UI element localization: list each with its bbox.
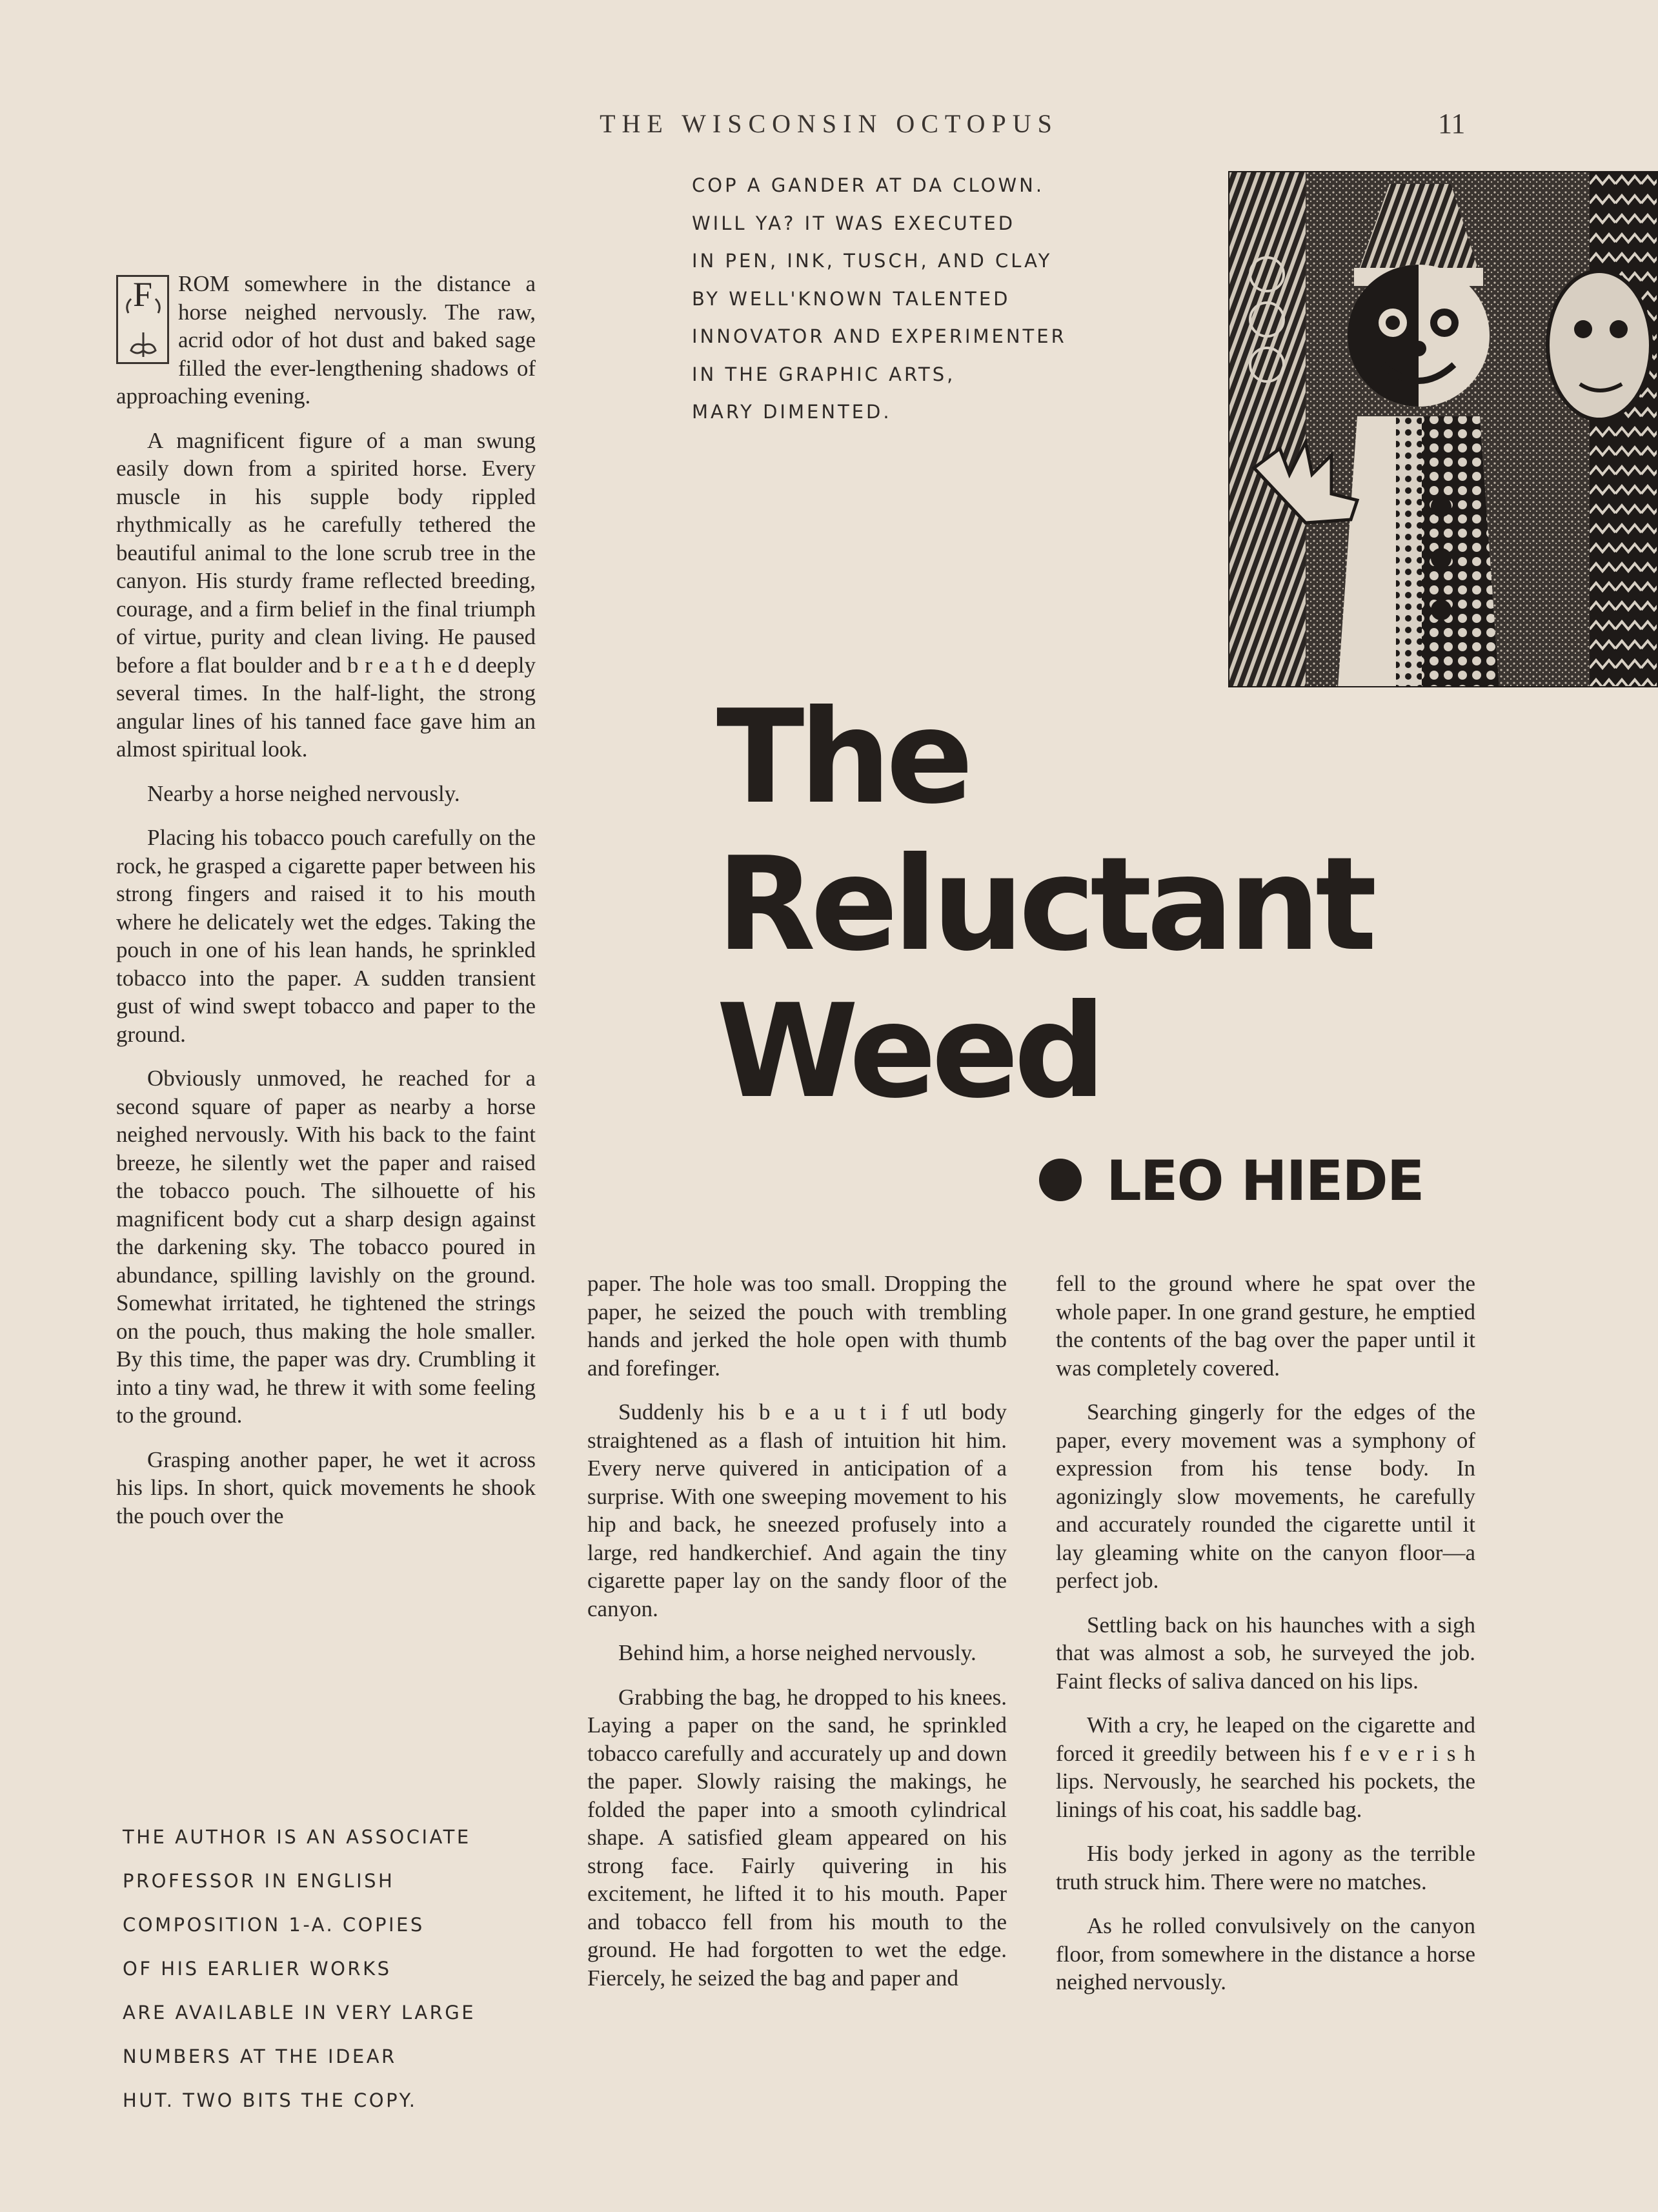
paragraph: Grabbing the bag, he dropped to his knees. Laying a paper on the sand, he sprinkled tobacco carefully and accurately up and down the paper. Slowly raising the makings, he folded the paper into a smooth cylindrical shape. A satisfied gleam appeared on his strong face. Fairly quivering in his excitement, he lifted it to his mouth. Paper and tobacco fell from his mouth to the ground. He had forgotten to wet the edge. Fiercely, he seized the bag and paper and (587, 1684, 1007, 1991)
caption-line: MARY DIMENTED. (692, 401, 892, 423)
paragraph: Placing his tobacco pouch carefully on the rock, he grasped a cigarette paper between his strong fingers and raised it to his mouth where he delicately wet the edges. Taking the pouch in one of his lean hands, he sprinkled tobacco into the paper. A sudden transient gust of wind swept tobacco and paper to the ground. (116, 825, 536, 1047)
title-line: Weed (716, 977, 1101, 1127)
caption-line: WILL YA? IT WAS EXECUTED (692, 212, 1016, 234)
paragraph: Searching gingerly for the edges of the paper, every movement was a symphony of expression from his tense body. In agonizingly slow movements, he carefully and accurately rounded the cigarette until it lay gleaming white on the canyon floor—a perfect job. (1056, 1399, 1475, 1593)
bullet-icon (1039, 1159, 1082, 1201)
page-number: 11 (1438, 108, 1466, 139)
note-line: PROFESSOR IN ENGLISH (123, 1870, 395, 1892)
paragraph: Obviously unmoved, he reached for a second square of paper as nearby a horse neighed nervously. With his back to the faint breeze, he silently wet the paper and raised the tobacco pouch. The silhouette of his magnificent body cut a sharp design against the darkening sky. The tobacco poured in abundance, spilling lavishly on the ground. Somewhat irritated, he tightened the strings on the pouch, thus making the hole smaller. By this time, the paper was dry. Crumbling it into a tiny wad, he threw it with some feeling to the ground. (116, 1066, 536, 1428)
paragraph: Settling back on his haunches with a sigh that was almost a sob, he surveyed the job. Faint flecks of saliva danced on his lips. (1056, 1612, 1475, 1694)
note-line: THE AUTHOR IS AN ASSOCIATE (123, 1826, 471, 1848)
note-line: HUT. TWO BITS THE COPY. (123, 2089, 418, 2111)
caption-line: INNOVATOR AND EXPERIMENTER (692, 325, 1067, 347)
article-column-1 (116, 270, 536, 1546)
byline (1039, 1149, 1423, 1213)
paragraph: As he rolled convulsively on the canyon floor, from somewhere in the distance a horse neighed nervously. (1056, 1913, 1475, 1994)
paragraph: With a cry, he leaped on the cigarette and forced it greedily between his f e v e r i s h lips. Nervously, he searched his pockets, the linings of his coat, his saddle bag. (1056, 1712, 1475, 1822)
paragraph: Grasping another paper, he wet it across his lips. In short, quick movements he shook the pouch over the (116, 1446, 536, 1528)
article-title (716, 684, 1372, 1126)
running-head: THE WISCONSIN OCTOPUS (600, 109, 1058, 138)
note-line: COMPOSITION 1-A. COPIES (123, 1914, 425, 1936)
caption-line: IN THE GRAPHIC ARTS, (692, 363, 956, 385)
caption-line: COP A GANDER AT DA CLOWN. (692, 174, 1045, 196)
title-line: Reluctant (716, 829, 1372, 980)
note-line: ARE AVAILABLE IN VERY LARGE (123, 2002, 476, 2024)
drop-cap-letter: F (132, 275, 153, 314)
note-line: NUMBERS AT THE IDEAR (123, 2045, 397, 2067)
clown-illustration (1228, 171, 1658, 687)
drop-cap (116, 275, 169, 364)
note-line: OF HIS EARLIER WORKS (123, 1958, 392, 1980)
article-column-2 (587, 1270, 1007, 2008)
paragraph: fell to the ground where he spat over the whole paper. In one grand gesture, he emptied the contents of the bag over the paper until it was completely covered. (1056, 1271, 1475, 1381)
paragraph: ROM somewhere in the distance a horse neighed nervously. The raw, acrid odor of hot dust and baked sage filled the ever-lengthening shadows of approaching evening. (116, 271, 536, 409)
floral-ornament-icon (122, 286, 165, 362)
paragraph: Nearby a horse neighed nervously. (147, 780, 460, 806)
paragraph: Suddenly his b e a u t i f utl body straightened as a flash of intuition hit him. Every nerve quivered in anticipation of a surprise. With one sweeping movement to his hip and back, he sneezed profusely into a large, red handkerchief. And again the tiny cigarette paper lay on the sandy floor of the canyon. (587, 1399, 1007, 1621)
author-note (123, 1815, 574, 2122)
caption-line: BY WELL'KNOWN TALENTED (692, 287, 1011, 310)
paragraph: paper. The hole was too small. Dropping the paper, he seized the pouch with trembling hands and jerked the hole open with thumb and forefinger. (587, 1271, 1007, 1381)
paragraph: Behind him, a horse neighed nervously. (618, 1640, 976, 1665)
article-column-3 (1056, 1270, 1475, 2013)
paragraph: His body jerked in agony as the terrible truth struck him. There were no matches. (1056, 1841, 1475, 1894)
caption-line: IN PEN, INK, TUSCH, AND CLAY (692, 250, 1053, 272)
illustration-caption (692, 167, 1182, 431)
author-name: LEO HIEDE (1106, 1149, 1424, 1213)
title-line: The (716, 682, 969, 833)
paragraph: A magnificent figure of a man swung easily down from a spirited horse. Every muscle in his supple body rippled rhythmically as he carefully tethered the beautiful animal to the lone scrub tree in the canyon. His sturdy frame reflected breeding, courage, and a firm belief in the final triumph of virtue, purity and clean living. He paused before a flat boulder and b r e a t h e d deeply several times. In the half-light, the strong angular lines of his tanned face gave him an almost spiritual look. (116, 427, 536, 762)
